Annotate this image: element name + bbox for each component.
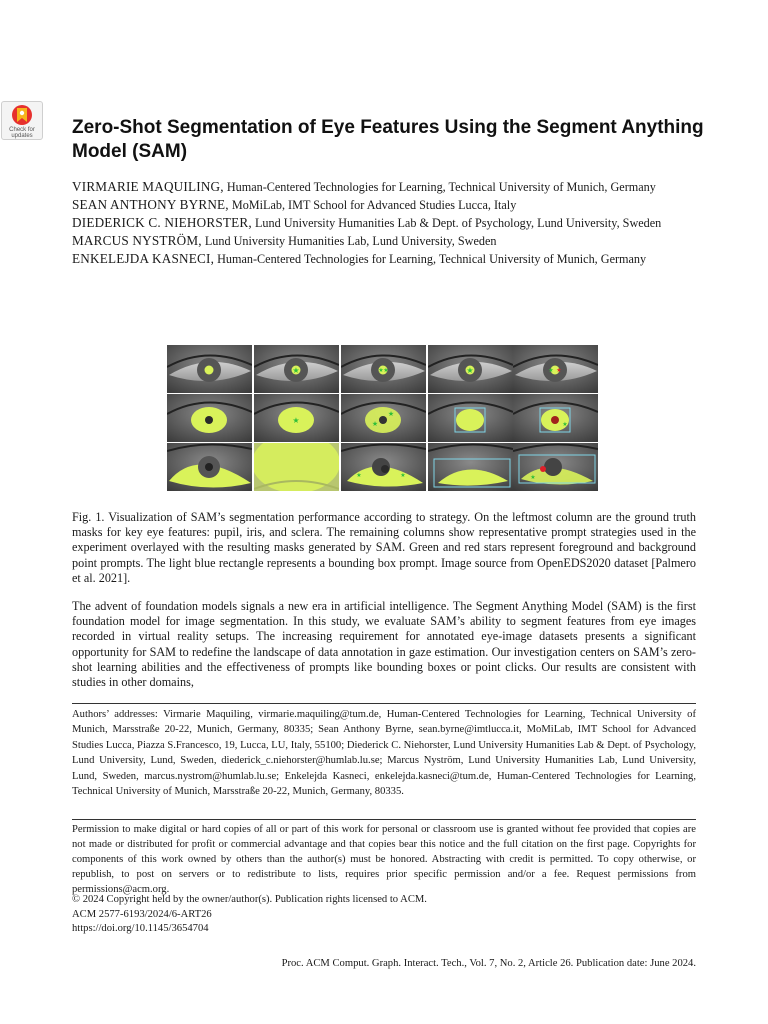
svg-text:★: ★ bbox=[530, 475, 536, 481]
author-affiliation: Human-Centered Technologies for Learning, Technical University of Munich, Germany bbox=[217, 252, 647, 266]
copyright-line: © 2024 Copyright held by the owner/author(s). Publication rights licensed to ACM. bbox=[72, 894, 427, 905]
svg-text:★: ★ bbox=[371, 420, 379, 428]
bookmark-ribbon-icon bbox=[11, 104, 33, 126]
svg-text:★: ★ bbox=[292, 416, 300, 425]
svg-text:★: ★ bbox=[387, 410, 395, 418]
author-name: SEAN ANTHONY BYRNE, bbox=[72, 197, 229, 212]
author-name: VIRMARIE MAQUILING, bbox=[72, 179, 224, 194]
author-entry bbox=[72, 178, 696, 196]
eye-image-pupil-box-prompt bbox=[428, 345, 513, 393]
check-for-updates-badge[interactable] bbox=[1, 101, 43, 140]
doi-link[interactable]: https://doi.org/10.1145/3654704 bbox=[72, 923, 209, 934]
paper-title: Zero-Shot Segmentation of Eye Features Using the Segment Anything Model (SAM) bbox=[72, 117, 704, 162]
author-entry bbox=[72, 214, 696, 232]
eye-image-iris-mixed-prompt bbox=[513, 394, 598, 442]
author-list bbox=[72, 178, 696, 268]
eye-image-pupil-multi-point-prompt bbox=[341, 345, 426, 393]
journal-footer: Proc. ACM Comput. Graph. Interact. Tech., Vol. 7, No. 2, Article 26. Publication date: June 2024. bbox=[281, 958, 696, 969]
footnote-divider bbox=[72, 703, 696, 704]
eye-image-iris-point-prompt bbox=[254, 394, 339, 442]
svg-text:★: ★ bbox=[383, 368, 389, 374]
svg-text:★: ★ bbox=[548, 368, 554, 374]
eye-image-sclera-box-prompt bbox=[428, 443, 513, 491]
author-affiliation: Lund University Humanities Lab & Dept. of Psychology, Lund University, Sweden bbox=[254, 216, 662, 230]
author-entry bbox=[72, 250, 696, 268]
authors-addresses: Authors’ addresses: Virmarie Maquiling, virmarie.maquiling@tum.de, Human-Centered Technologies for Learning, Technical University of Munich, Marsstraße 20-22, Munich, Germany, 80335; Sean Anthony Byrne, sean.byrne@imtlucca.it, MoMiLab, IMT School for Advanced Studies Lucca, Piazza S.Francesco, 19, Lucca, LU, Italy, 55100; Diederick C. Niehorster, Lund University Humanities Lab & Dept. of Psychology, Lund University, Lund, Sweden, diederick_c.niehorster@humlab.lu.se; Marcus Nyström, Lund University Humanities Lab, Lund University, Lund, Sweden, marcus.nystrom@humlab.lu.se; Enkelejda Kasneci, enkelejda.kasneci@tum.de, Human-Centered Technologies for Learning, Technical University of Munich, Marsstraße 20-22, Munich, Germany, 80335. bbox=[72, 709, 696, 798]
eye-image-iris-box-prompt bbox=[428, 394, 513, 442]
eye-image-iris-ground-truth bbox=[167, 394, 252, 442]
badge-label bbox=[9, 127, 35, 139]
author-affiliation: Human-Centered Technologies for Learning, Technical University of Munich, Germany bbox=[226, 180, 656, 194]
author-affiliation: MoMiLab, IMT School for Advanced Studies Lucca, Italy bbox=[231, 198, 517, 212]
abstract-text: The advent of foundation models signals a new era in artificial intelligence. The Segment Anything Model (SAM) is the first foundation model for image segmentation. In this study, we evaluate SAM’s ability to segment features from eye images recorded in virtual reality setups. The increasing requirement for annotated eye-image datasets presents a significant opportunity for SAM to redefine the landscape of data annotation in gaze estimation. Our investigation centers on SAM’s zero-shot learning abilities and the effectiveness of prompts like bounding boxes or point clicks. Our results are consistent with studies in other domains, bbox=[72, 599, 696, 690]
eye-image-sclera-point-prompt bbox=[254, 443, 339, 491]
svg-text:★: ★ bbox=[556, 368, 562, 374]
svg-text:★: ★ bbox=[356, 473, 362, 479]
author-name: MARCUS NYSTRÖM, bbox=[72, 233, 202, 248]
permission-notice: Permission to make digital or hard copies of all or part of this work for personal or classroom use is granted without fee provided that copies are not made or distributed for profit or commercial advantage and that copies bear this notice and the full citation on the first page. Copyrights for components of this work owned by others than the author(s) must be honored. Abstracting with credit is permitted. To copy otherwise, or republish, to post on servers or to redistribute to lists, requires prior specific permission and/or a fee. Request permissions from permissions@acm.org. bbox=[72, 824, 696, 896]
badge-line-2: updates bbox=[11, 133, 33, 139]
svg-text:★: ★ bbox=[292, 366, 300, 375]
figure-1-eye-segmentation-grid bbox=[167, 345, 598, 491]
eye-image-sclera-ground-truth bbox=[167, 443, 252, 491]
svg-text:★: ★ bbox=[466, 366, 474, 375]
badge-line-1: Check for bbox=[9, 127, 35, 133]
figure-caption: Fig. 1. Visualization of SAM’s segmentation performance according to strategy. On the leftmost column are the ground truth masks for key eye features: pupil, iris, and sclera. The remaining columns show representative prompt strategies used in the experiment overlayed with the resulting masks generated by SAM. Green and red stars represent foreground and background point prompts. The light blue rectangle represents a bounding box prompt. Image source from OpenEDS2020 dataset [Palmero et al. 2021]. bbox=[72, 510, 696, 585]
svg-text:★: ★ bbox=[378, 368, 384, 374]
author-name: ENKELEJDA KASNECI, bbox=[72, 251, 215, 266]
author-affiliation: Lund University Humanities Lab, Lund University, Sweden bbox=[204, 234, 497, 248]
eye-image-pupil-point-prompt bbox=[254, 345, 339, 393]
issn-line: ACM 2577-6193/2024/6-ART26 bbox=[72, 909, 212, 920]
author-entry bbox=[72, 196, 696, 214]
eye-image-iris-multi-point-prompt bbox=[341, 394, 426, 442]
eye-image-pupil-ground-truth bbox=[167, 345, 252, 393]
svg-text:★: ★ bbox=[562, 422, 568, 428]
author-entry bbox=[72, 232, 696, 250]
permission-divider bbox=[72, 819, 696, 820]
eye-image-pupil-mixed-prompt bbox=[513, 345, 598, 393]
eye-image-sclera-multi-point-prompt bbox=[341, 443, 426, 491]
author-name: DIEDERICK C. NIEHORSTER, bbox=[72, 215, 252, 230]
eye-image-sclera-mixed-prompt bbox=[513, 443, 598, 491]
svg-text:★: ★ bbox=[400, 473, 406, 479]
